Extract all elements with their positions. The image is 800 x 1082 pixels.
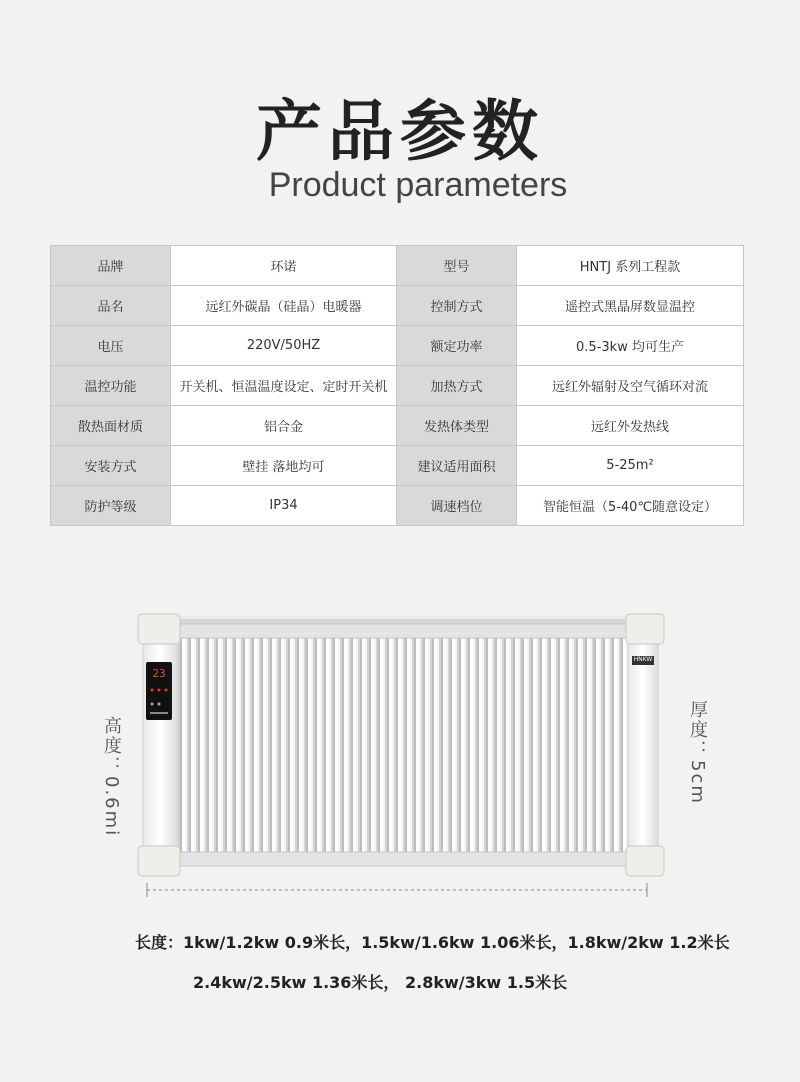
- param-value: 环诺: [171, 246, 397, 286]
- end-cap-bottom-left: [138, 846, 180, 876]
- param-key: 安装方式: [51, 446, 171, 486]
- end-cap-top-left: [138, 614, 180, 644]
- param-value: 远红外发热线: [517, 406, 744, 446]
- param-value: 220V/50HZ: [171, 326, 397, 366]
- param-value: 远红外辐射及空气循环对流: [517, 366, 744, 406]
- param-value: HNTJ 系列工程款: [517, 246, 744, 286]
- param-value: 遥控式黑晶屏数显温控: [517, 286, 744, 326]
- brand-badge-text: HNKW: [633, 656, 653, 663]
- page-title-en: Product parameters: [268, 166, 568, 204]
- length-spec-line-2: 2.4kw/2.5kw 1.36米长， 2.8kw/3kw 1.5米长: [193, 973, 568, 992]
- height-label: 高度：0.6mi: [101, 716, 122, 838]
- table-row: [51, 446, 744, 486]
- param-value: 开关机、恒温温度设定、定时开关机: [171, 366, 397, 406]
- param-value: 壁挂 落地均可: [171, 446, 397, 486]
- param-key: 建议适用面积: [397, 446, 517, 486]
- length-spec-line-1: 长度：1kw/1.2kw 0.9米长，1.5kw/1.6kw 1.06米长，1.8kw/2kw 1.2米长: [135, 933, 730, 952]
- end-cap-bottom-right: [626, 846, 664, 876]
- end-cap-top-right: [626, 614, 664, 644]
- right-side-panel: [628, 640, 658, 850]
- param-key: 防护等级: [51, 486, 171, 526]
- param-key: 品名: [51, 286, 171, 326]
- param-key: 控制方式: [397, 286, 517, 326]
- table-row: [51, 366, 744, 406]
- page-title-cn: 产品参数: [256, 93, 544, 170]
- param-value: 铝合金: [171, 406, 397, 446]
- table-row: [51, 486, 744, 526]
- depth-label: 厚度：5cm: [687, 700, 708, 805]
- param-value: 0.5-3kw 均可生产: [517, 326, 744, 366]
- param-key: 散热面材质: [51, 406, 171, 446]
- radiator-fins: [178, 624, 628, 866]
- param-value: 远红外碳晶（硅晶）电暖器: [171, 286, 397, 326]
- table-row: [51, 246, 744, 286]
- table-row: [51, 286, 744, 326]
- param-key: 额定功率: [397, 326, 517, 366]
- param-key: 调速档位: [397, 486, 517, 526]
- param-value: IP34: [171, 486, 397, 526]
- param-key: 型号: [397, 246, 517, 286]
- parameters-table: [50, 245, 744, 526]
- table-row: [51, 406, 744, 446]
- param-key: 电压: [51, 326, 171, 366]
- param-value: 5-25m²: [517, 446, 744, 486]
- param-key: 发热体类型: [397, 406, 517, 446]
- table-row: [51, 326, 744, 366]
- param-key: 温控功能: [51, 366, 171, 406]
- param-key: 加热方式: [397, 366, 517, 406]
- display-value: 23: [152, 667, 166, 680]
- param-value: 智能恒温（5-40℃随意设定）: [517, 486, 744, 526]
- param-key: 品牌: [51, 246, 171, 286]
